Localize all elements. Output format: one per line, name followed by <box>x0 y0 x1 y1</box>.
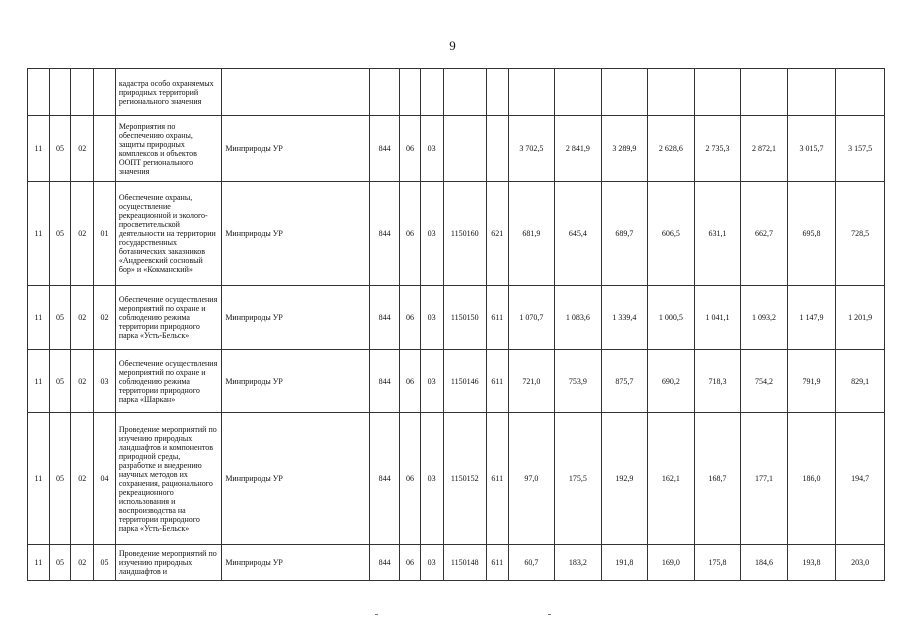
table-row <box>28 286 885 350</box>
year-value-cell: 203,0 <box>836 545 885 581</box>
year-value-cell: 718,3 <box>694 350 741 413</box>
measure-code-cell: 01 <box>94 182 116 286</box>
year-value-cell <box>648 69 695 116</box>
expense-type-cell <box>486 116 508 182</box>
subprogram-code-cell <box>49 69 71 116</box>
year-value-cell: 177,1 <box>741 413 788 545</box>
section-cell: 06 <box>400 350 421 413</box>
subprogram-code-cell: 05 <box>49 286 71 350</box>
main-measure-code-cell: 02 <box>71 286 94 350</box>
main-measure-code-cell <box>71 69 94 116</box>
measure-name-cell: кадастра особо охраняемых природных территорий регионального значения <box>115 69 221 116</box>
year-value-cell: 791,9 <box>787 350 836 413</box>
subsection-cell: 03 <box>420 350 443 413</box>
subsection-cell: 03 <box>420 545 443 581</box>
main-measure-code-cell: 02 <box>71 413 94 545</box>
section-cell <box>400 69 421 116</box>
main-measure-code-cell: 02 <box>71 350 94 413</box>
agency-cell: Минприроды УР <box>222 413 370 545</box>
grbs-cell: 844 <box>370 286 400 350</box>
year-value-cell: 3 289,9 <box>601 116 648 182</box>
year-value-cell: 1 201,9 <box>836 286 885 350</box>
budget-table <box>27 68 885 581</box>
expense-type-cell: 611 <box>486 413 508 545</box>
main-measure-code-cell: 02 <box>71 182 94 286</box>
expense-type-cell: 611 <box>486 350 508 413</box>
year-value-cell: 3 157,5 <box>836 116 885 182</box>
year-value-cell: 191,8 <box>601 545 648 581</box>
section-cell: 06 <box>400 545 421 581</box>
subprogram-code-cell: 05 <box>49 182 71 286</box>
agency-cell: Минприроды УР <box>222 286 370 350</box>
year-value-cell: 60,7 <box>508 545 555 581</box>
measure-code-cell <box>94 69 116 116</box>
year-value-cell: 194,7 <box>836 413 885 545</box>
subsection-cell: 03 <box>420 413 443 545</box>
measure-name-cell: Мероприятия по обеспечению охраны, защиты природных комплексов и объектов ООПТ регионального значения <box>115 116 221 182</box>
year-value-cell: 193,8 <box>787 545 836 581</box>
program-code-cell: 11 <box>28 545 50 581</box>
agency-cell <box>222 69 370 116</box>
year-value-cell: 728,5 <box>836 182 885 286</box>
year-value-cell <box>694 69 741 116</box>
target-article-cell <box>443 116 486 182</box>
program-code-cell: 11 <box>28 350 50 413</box>
agency-cell: Минприроды УР <box>222 182 370 286</box>
measure-code-cell: 03 <box>94 350 116 413</box>
subsection-cell: 03 <box>420 182 443 286</box>
section-cell: 06 <box>400 413 421 545</box>
year-value-cell: 1 147,9 <box>787 286 836 350</box>
year-value-cell: 645,4 <box>555 182 602 286</box>
agency-cell: Минприроды УР <box>222 545 370 581</box>
measure-code-cell: 05 <box>94 545 116 581</box>
subsection-cell <box>420 69 443 116</box>
year-value-cell <box>555 69 602 116</box>
scan-speck <box>375 614 378 615</box>
year-value-cell: 1 339,4 <box>601 286 648 350</box>
target-article-cell: 1150150 <box>443 286 486 350</box>
year-value-cell: 184,6 <box>741 545 788 581</box>
year-value-cell: 192,9 <box>601 413 648 545</box>
year-value-cell: 168,7 <box>694 413 741 545</box>
year-value-cell <box>601 69 648 116</box>
expense-type-cell: 611 <box>486 286 508 350</box>
page-number: 9 <box>449 38 456 53</box>
year-value-cell: 1 070,7 <box>508 286 555 350</box>
year-value-cell <box>787 69 836 116</box>
year-value-cell: 690,2 <box>648 350 695 413</box>
measure-code-cell: 02 <box>94 286 116 350</box>
year-value-cell <box>836 69 885 116</box>
target-article-cell <box>443 69 486 116</box>
year-value-cell: 829,1 <box>836 350 885 413</box>
measure-code-cell: 04 <box>94 413 116 545</box>
year-value-cell: 631,1 <box>694 182 741 286</box>
expense-type-cell: 611 <box>486 545 508 581</box>
year-value-cell: 754,2 <box>741 350 788 413</box>
grbs-cell <box>370 69 400 116</box>
section-cell: 06 <box>400 286 421 350</box>
year-value-cell: 3 015,7 <box>787 116 836 182</box>
year-value-cell: 1 083,6 <box>555 286 602 350</box>
year-value-cell: 162,1 <box>648 413 695 545</box>
year-value-cell: 1 000,5 <box>648 286 695 350</box>
program-code-cell: 11 <box>28 286 50 350</box>
year-value-cell: 2 735,3 <box>694 116 741 182</box>
year-value-cell <box>741 69 788 116</box>
measure-name-cell: Обеспечение охраны, осуществление рекреационной и эколого-просветительской деятельности на территории государственных ботанических заказников «Андреевский сосновый бор» и «Кокманский» <box>115 182 221 286</box>
year-value-cell: 169,0 <box>648 545 695 581</box>
program-code-cell: 11 <box>28 413 50 545</box>
grbs-cell: 844 <box>370 545 400 581</box>
year-value-cell: 175,5 <box>555 413 602 545</box>
subsection-cell: 03 <box>420 116 443 182</box>
section-cell: 06 <box>400 116 421 182</box>
program-code-cell <box>28 69 50 116</box>
scan-speck <box>548 614 551 615</box>
table-row <box>28 350 885 413</box>
grbs-cell: 844 <box>370 182 400 286</box>
main-measure-code-cell: 02 <box>71 545 94 581</box>
table-row <box>28 545 885 581</box>
grbs-cell: 844 <box>370 350 400 413</box>
subprogram-code-cell: 05 <box>49 413 71 545</box>
year-value-cell: 183,2 <box>555 545 602 581</box>
year-value-cell: 875,7 <box>601 350 648 413</box>
year-value-cell: 721,0 <box>508 350 555 413</box>
agency-cell: Минприроды УР <box>222 116 370 182</box>
measure-code-cell <box>94 116 116 182</box>
program-code-cell: 11 <box>28 116 50 182</box>
year-value-cell: 3 702,5 <box>508 116 555 182</box>
program-code-cell: 11 <box>28 182 50 286</box>
measure-name-cell: Проведение мероприятий по изучению природных ландшафтов и компонентов природной среды, разработке и внедрению научных методов их сохранения, рационального рекреационного использования и воспроизводства на территории природного парка «Усть-Бельск» <box>115 413 221 545</box>
target-article-cell: 1150160 <box>443 182 486 286</box>
year-value-cell: 2 841,9 <box>555 116 602 182</box>
year-value-cell: 662,7 <box>741 182 788 286</box>
table-row <box>28 182 885 286</box>
expense-type-cell: 621 <box>486 182 508 286</box>
measure-name-cell: Обеспечение осуществления мероприятий по охране и соблюдению режима территории природного парка «Усть-Бельск» <box>115 286 221 350</box>
measure-name-cell: Обеспечение осуществления мероприятий по охране и соблюдению режима территории природного парка «Шаркан» <box>115 350 221 413</box>
measure-name-cell: Проведение мероприятий по изучению природных ландшафтов и <box>115 545 221 581</box>
year-value-cell: 1 093,2 <box>741 286 788 350</box>
target-article-cell: 1150146 <box>443 350 486 413</box>
year-value-cell: 606,5 <box>648 182 695 286</box>
year-value-cell: 753,9 <box>555 350 602 413</box>
subprogram-code-cell: 05 <box>49 116 71 182</box>
year-value-cell <box>508 69 555 116</box>
agency-cell: Минприроды УР <box>222 350 370 413</box>
table-row <box>28 69 885 116</box>
subprogram-code-cell: 05 <box>49 545 71 581</box>
section-cell: 06 <box>400 182 421 286</box>
year-value-cell: 97,0 <box>508 413 555 545</box>
year-value-cell: 175,8 <box>694 545 741 581</box>
year-value-cell: 1 041,1 <box>694 286 741 350</box>
year-value-cell: 2 628,6 <box>648 116 695 182</box>
subsection-cell: 03 <box>420 286 443 350</box>
table-row <box>28 413 885 545</box>
main-measure-code-cell: 02 <box>71 116 94 182</box>
year-value-cell: 186,0 <box>787 413 836 545</box>
subprogram-code-cell: 05 <box>49 350 71 413</box>
year-value-cell: 2 872,1 <box>741 116 788 182</box>
target-article-cell: 1150148 <box>443 545 486 581</box>
year-value-cell: 695,8 <box>787 182 836 286</box>
expense-type-cell <box>486 69 508 116</box>
grbs-cell: 844 <box>370 116 400 182</box>
target-article-cell: 1150152 <box>443 413 486 545</box>
table-row <box>28 116 885 182</box>
grbs-cell: 844 <box>370 413 400 545</box>
year-value-cell: 681,9 <box>508 182 555 286</box>
year-value-cell: 689,7 <box>601 182 648 286</box>
